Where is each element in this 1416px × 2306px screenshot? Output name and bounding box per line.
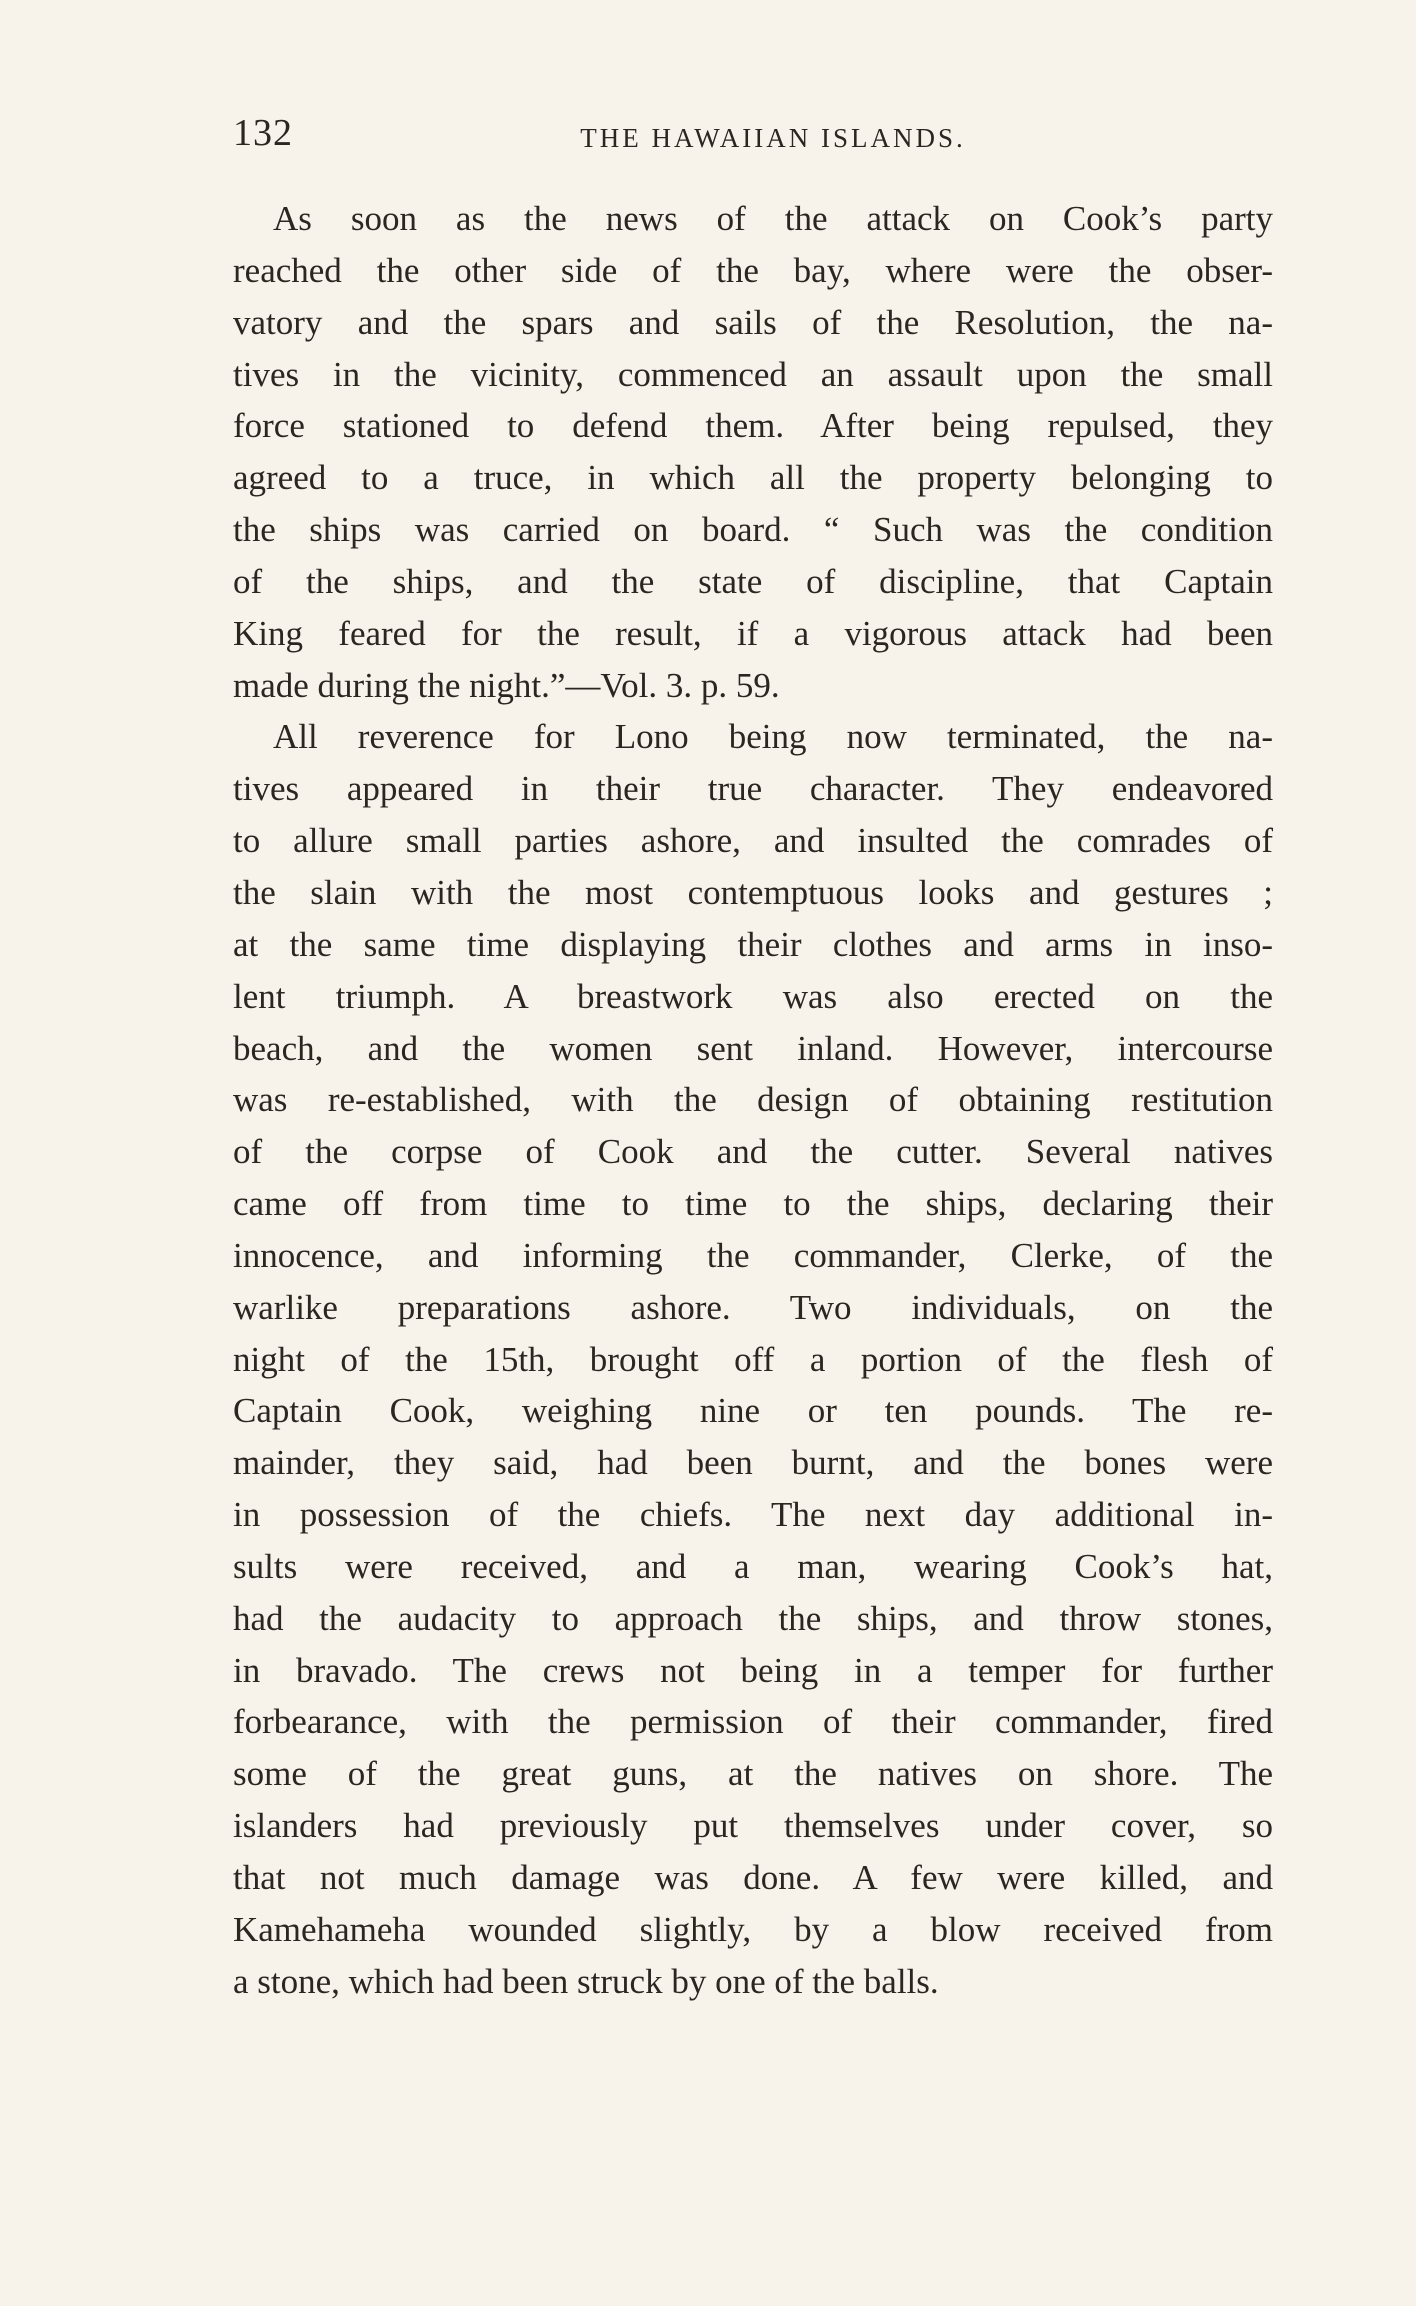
text-line: warlike preparations ashore. Two individuals, on the (233, 1287, 1273, 1327)
text-line: to allure small parties ashore, and insulted the comrades of (233, 821, 1273, 861)
text-line: forbearance, with the permission of their commander, fired (233, 1702, 1273, 1742)
text-line: mainder, they said, had been burnt, and the bones were (233, 1443, 1273, 1483)
text-line: of the ships, and the state of discipline, that Captain (233, 561, 1273, 601)
text-line: As soon as the news of the attack on Cook’s party (273, 199, 1273, 238)
paragraph-1 (233, 193, 1273, 711)
text-line: the ships was carried on board. “ Such was the condition (233, 510, 1273, 550)
text-line: was re-established, with the design of obtaining restitution (233, 1080, 1273, 1120)
running-head (233, 108, 1273, 168)
text-line: that not much damage was done. A few were killed, and (233, 1858, 1273, 1897)
text-line: innocence, and informing the commander, Clerke, of the (233, 1235, 1273, 1275)
text-line: night of the 15th, brought off a portion of the flesh of (233, 1339, 1273, 1379)
text-line: tives in the vicinity, commenced an assault upon the small (233, 354, 1273, 394)
text-line: a stone, which had been struck by one of the balls. (233, 1961, 939, 2001)
text-line: some of the great guns, at the natives on shore. The (233, 1754, 1273, 1794)
text-line: beach, and the women sent inland. However, intercourse (233, 1028, 1273, 1068)
text-line: had the audacity to approach the ships, and throw stones, (233, 1598, 1273, 1638)
text-line: the slain with the most contemptuous looks and gestures ; (233, 872, 1273, 912)
text-line: All reverence for Lono being now terminated, the na- (273, 717, 1273, 757)
text-line: force stationed to defend them. After being repulsed, they (233, 406, 1273, 446)
text-line: agreed to a truce, in which all the property belonging to (233, 458, 1273, 498)
text-line: in possession of the chiefs. The next day additional in- (233, 1495, 1273, 1535)
text-line: lent triumph. A breastwork was also erected on the (233, 976, 1273, 1016)
text-line: at the same time displaying their clothes and arms in inso- (233, 924, 1273, 964)
text-line: Captain Cook, weighing nine or ten pounds. The re- (233, 1391, 1273, 1431)
body-text (233, 193, 1273, 2008)
text-line: islanders had previously put themselves under cover, so (233, 1806, 1273, 1846)
text-line: in bravado. The crews not being in a temper for further (233, 1650, 1273, 1690)
text-line: of the corpse of Cook and the cutter. Several natives (233, 1132, 1273, 1172)
text-line: tives appeared in their true character. They endeavored (233, 769, 1273, 809)
text-line: came off from time to time to the ships, declaring their (233, 1184, 1273, 1224)
paragraph-2 (233, 711, 1273, 2007)
text-line: King feared for the result, if a vigorous attack had been (233, 613, 1273, 653)
text-line: reached the other side of the bay, where were the obser- (233, 250, 1273, 290)
page-number: 132 (233, 112, 293, 154)
running-title: THE HAWAIIAN ISLANDS. (580, 123, 966, 153)
text-line: made during the night.”—Vol. 3. p. 59. (233, 665, 780, 705)
text-line: sults were received, and a man, wearing Cook’s hat, (233, 1546, 1273, 1586)
text-line: Kamehameha wounded slightly, by a blow received from (233, 1909, 1273, 1949)
text-line: vatory and the spars and sails of the Resolution, the na- (233, 302, 1273, 342)
